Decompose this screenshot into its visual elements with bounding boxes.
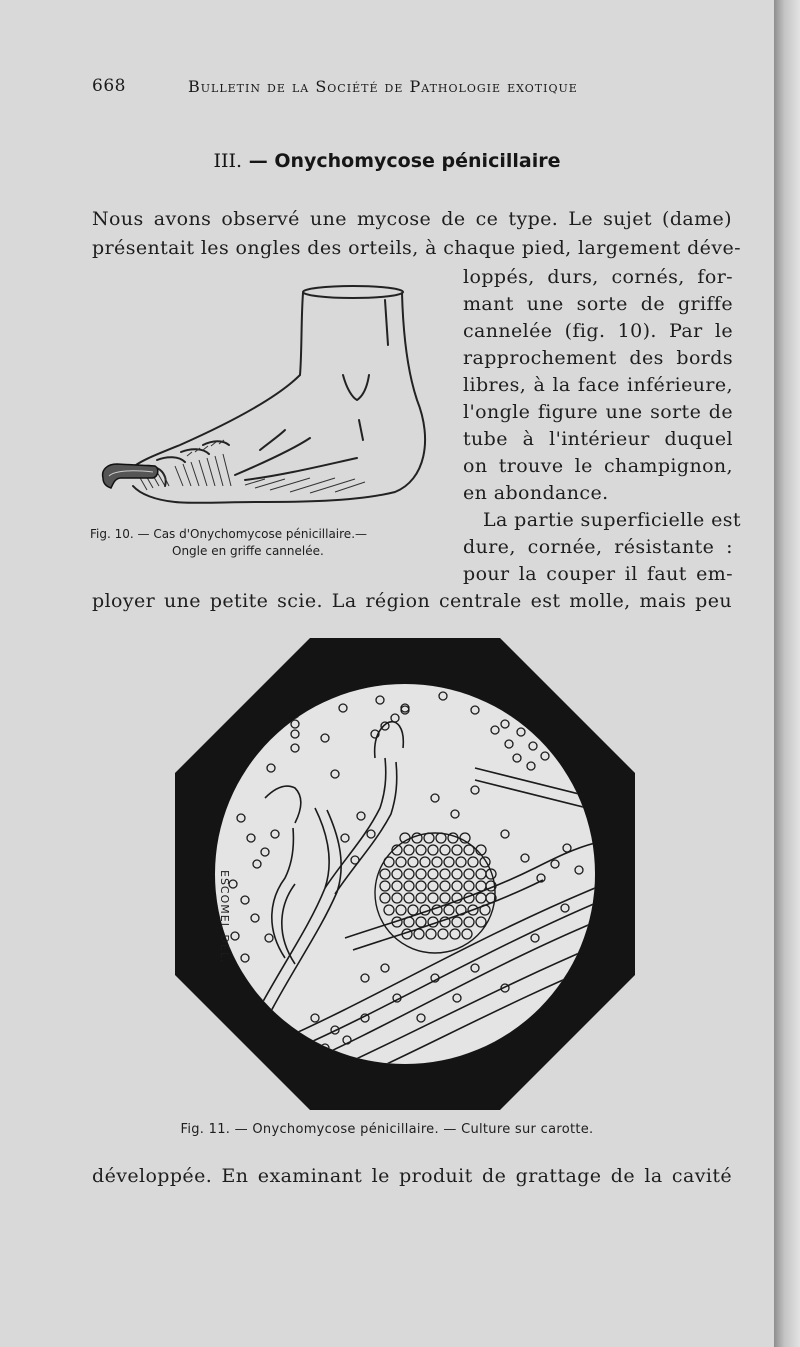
section-dash: — [248,150,268,172]
body-line: on trouve le champignon, [463,455,733,477]
figure-10-foot-illustration [95,280,435,510]
body-line: cannelée (fig. 10). Par le [463,320,733,342]
section-number: III. [213,150,243,172]
page-header [0,70,774,100]
figure-10-caption [90,526,460,560]
microscope-field [215,684,595,1064]
page-number: 668 [92,76,126,96]
body-line: Nous avons observé une mycose de ce type. Le sujet (dame) [92,208,732,230]
section-title [0,150,774,172]
running-title: Bulletin de la Société de Pathologie exotique [188,77,578,96]
body-line: pour la couper il faut em- [463,563,733,585]
body-line: mant une sorte de griffe [463,293,733,315]
ankle-outline [303,286,403,298]
body-line: rapprochement des bords [463,347,733,369]
body-line: développée. En examinant le produit de grattage de la cavité [92,1165,732,1187]
body-line: libres, à la face inférieure, [463,374,733,396]
figure-10-caption-line1: Fig. 10. — Cas d'Onychomycose pénicillaire.— [90,527,368,541]
foot-top-outline [130,293,303,470]
claw-nail [103,464,158,488]
body-line: tube à l'intérieur duquel [463,428,733,450]
section-title-text: Onychomycose pénicillaire [274,150,561,172]
ankle-bone [343,375,369,400]
body-line: présentait les ongles des orteils, à chaque pied, largement déve- [92,237,741,259]
figure-11-micrograph [175,638,635,1110]
figure-10-caption-line2: Ongle en griffe cannelée. [172,544,324,558]
body-line: loppés, durs, cornés, for- [463,266,733,288]
body-line: en abondance. [463,482,609,504]
book-spine-edge [774,0,800,1347]
figure-11-caption: Fig. 11. — Onychomycose pénicillaire. — Culture sur carotte. [180,1122,594,1137]
body-line: ployer une petite scie. La région centrale est molle, mais peu [92,590,732,612]
body-line: dure, cornée, résistante : [463,536,733,558]
figure-11-signature: ESCOMEL DEL. [218,870,231,964]
body-line: La partie superficielle est [483,509,741,531]
body-line: l'ongle figure une sorte de [463,401,733,423]
